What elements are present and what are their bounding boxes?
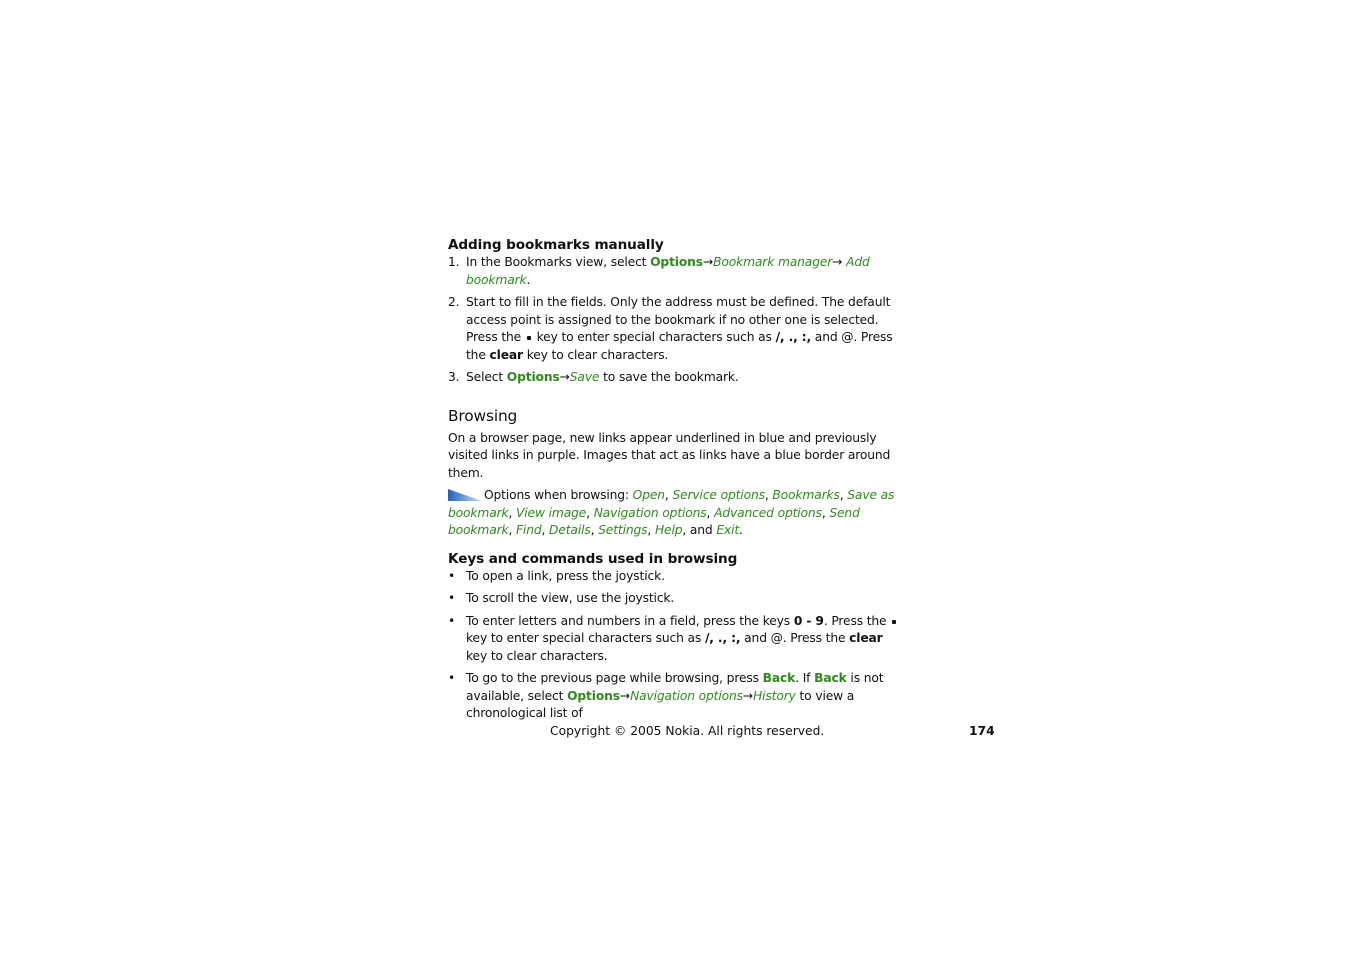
clear-key: clear (489, 347, 523, 362)
special-characters: /, ., :, (704, 631, 741, 645)
step-text: key to enter special characters such as (532, 330, 776, 344)
bullet-text: . If (795, 671, 815, 685)
list-item (448, 369, 906, 387)
separator: , (541, 523, 550, 537)
option-send-bookmark: Send bookmark (448, 505, 860, 537)
bullet-text: key to clear characters. (466, 648, 608, 663)
section-heading-browsing: Browsing (448, 406, 518, 425)
menu-options: Options (506, 370, 560, 384)
adding-bookmarks-steps (448, 254, 906, 387)
clear-key: clear (849, 631, 883, 645)
separator: . (739, 523, 743, 537)
step-text: Select (466, 370, 507, 384)
step-text: . (526, 272, 531, 287)
menu-history: History (753, 688, 796, 703)
option-save-as-bookmark: Save as bookmark (448, 488, 895, 520)
option-advanced-options: Advanced options (714, 505, 822, 520)
page-content (448, 236, 906, 723)
bullet-text: To scroll the view, use the joystick. (466, 591, 675, 605)
step-text: to save the bookmark. (599, 370, 739, 384)
bullet-text: to view a chronological list of (466, 688, 855, 720)
list-item (448, 670, 906, 723)
option-open: Open (632, 488, 665, 502)
key-back: Back (814, 671, 847, 685)
section-heading-adding-bookmarks: Adding bookmarks manually (448, 237, 664, 253)
separator: , (586, 505, 594, 520)
separator: , (508, 523, 516, 537)
option-find: Find (516, 523, 542, 537)
browsing-options-note (448, 487, 906, 540)
list-item (448, 254, 906, 289)
bullet-text: is not available, select (466, 671, 884, 703)
option-bookmarks: Bookmarks (772, 488, 840, 502)
option-service-options: Service options (672, 488, 765, 502)
section-heading-keys-commands: Keys and commands used in browsing (448, 550, 738, 567)
list-item (448, 568, 906, 586)
step-text: key to clear characters. (522, 347, 669, 362)
bullet-text: . Press the (823, 613, 891, 628)
arrow-icon: → (702, 255, 714, 269)
menu-save: Save (569, 370, 600, 384)
option-details: Details (549, 523, 591, 537)
arrow-icon: → (832, 255, 847, 269)
menu-navigation-options: Navigation options (630, 688, 743, 703)
bullet-icon: • (448, 671, 456, 685)
list-item (448, 613, 906, 666)
list-item (448, 294, 906, 364)
bullet-text: and @. Press the (740, 631, 850, 645)
step-text: Start to fill in the fields. Only the address must be defined. The default access point is assigned to the bookmark if no other one is selected. Press the (466, 295, 891, 344)
menu-add-bookmark: Add bookmark (466, 255, 870, 287)
number-keys: 0 - 9 (793, 613, 824, 628)
bullet-text: To open a link, press the joystick. (466, 568, 665, 583)
bullet-text: key to enter special characters such as (466, 631, 705, 645)
bullet-icon: • (448, 568, 456, 583)
note-lead: Options when browsing: (484, 488, 633, 502)
bullet-text: To enter letters and numbers in a field, press the keys (466, 613, 794, 628)
separator: , (821, 505, 830, 520)
step-text: and @. Press the (466, 330, 893, 362)
key-back: Back (762, 671, 796, 685)
browsing-paragraph: On a browser page, new links appear underlined in blue and previously visited links in purple. Images that act as links have a blue border around them. (448, 430, 891, 480)
star-key-icon (527, 336, 531, 340)
special-characters: /, ., :, (775, 330, 812, 344)
menu-options: Options (650, 255, 703, 269)
menu-bookmark-manager: Bookmark manager (713, 255, 833, 269)
note-pointer-icon (448, 488, 482, 502)
page-number: 174 (969, 724, 995, 738)
list-item (448, 590, 906, 608)
arrow-icon: → (559, 370, 570, 384)
separator: , (590, 523, 599, 537)
separator: , (664, 488, 673, 502)
arrow-icon: → (619, 688, 631, 703)
step-number: 2. (448, 295, 460, 309)
separator: , and (682, 523, 717, 537)
step-number: 1. (448, 255, 460, 269)
separator: , (764, 488, 773, 502)
option-exit: Exit (716, 523, 740, 537)
arrow-icon: → (742, 688, 754, 703)
menu-options: Options (567, 688, 620, 703)
separator: , (508, 505, 516, 520)
option-view-image: View image (516, 505, 587, 520)
option-navigation-options: Navigation options (593, 505, 707, 520)
step-number: 3. (448, 370, 460, 384)
option-settings: Settings (598, 523, 648, 537)
bullet-icon: • (448, 613, 456, 628)
bullet-icon: • (448, 591, 456, 605)
separator: , (647, 523, 655, 537)
step-text: In the Bookmarks view, select (466, 255, 651, 269)
copyright-notice: Copyright © 2005 Nokia. All rights reserved. (550, 724, 825, 738)
star-key-icon (892, 620, 896, 624)
option-help: Help (654, 523, 683, 537)
bullet-text: To go to the previous page while browsing, press (466, 671, 763, 685)
separator: , (706, 505, 715, 520)
keys-commands-list (448, 568, 906, 723)
separator: , (839, 488, 848, 502)
